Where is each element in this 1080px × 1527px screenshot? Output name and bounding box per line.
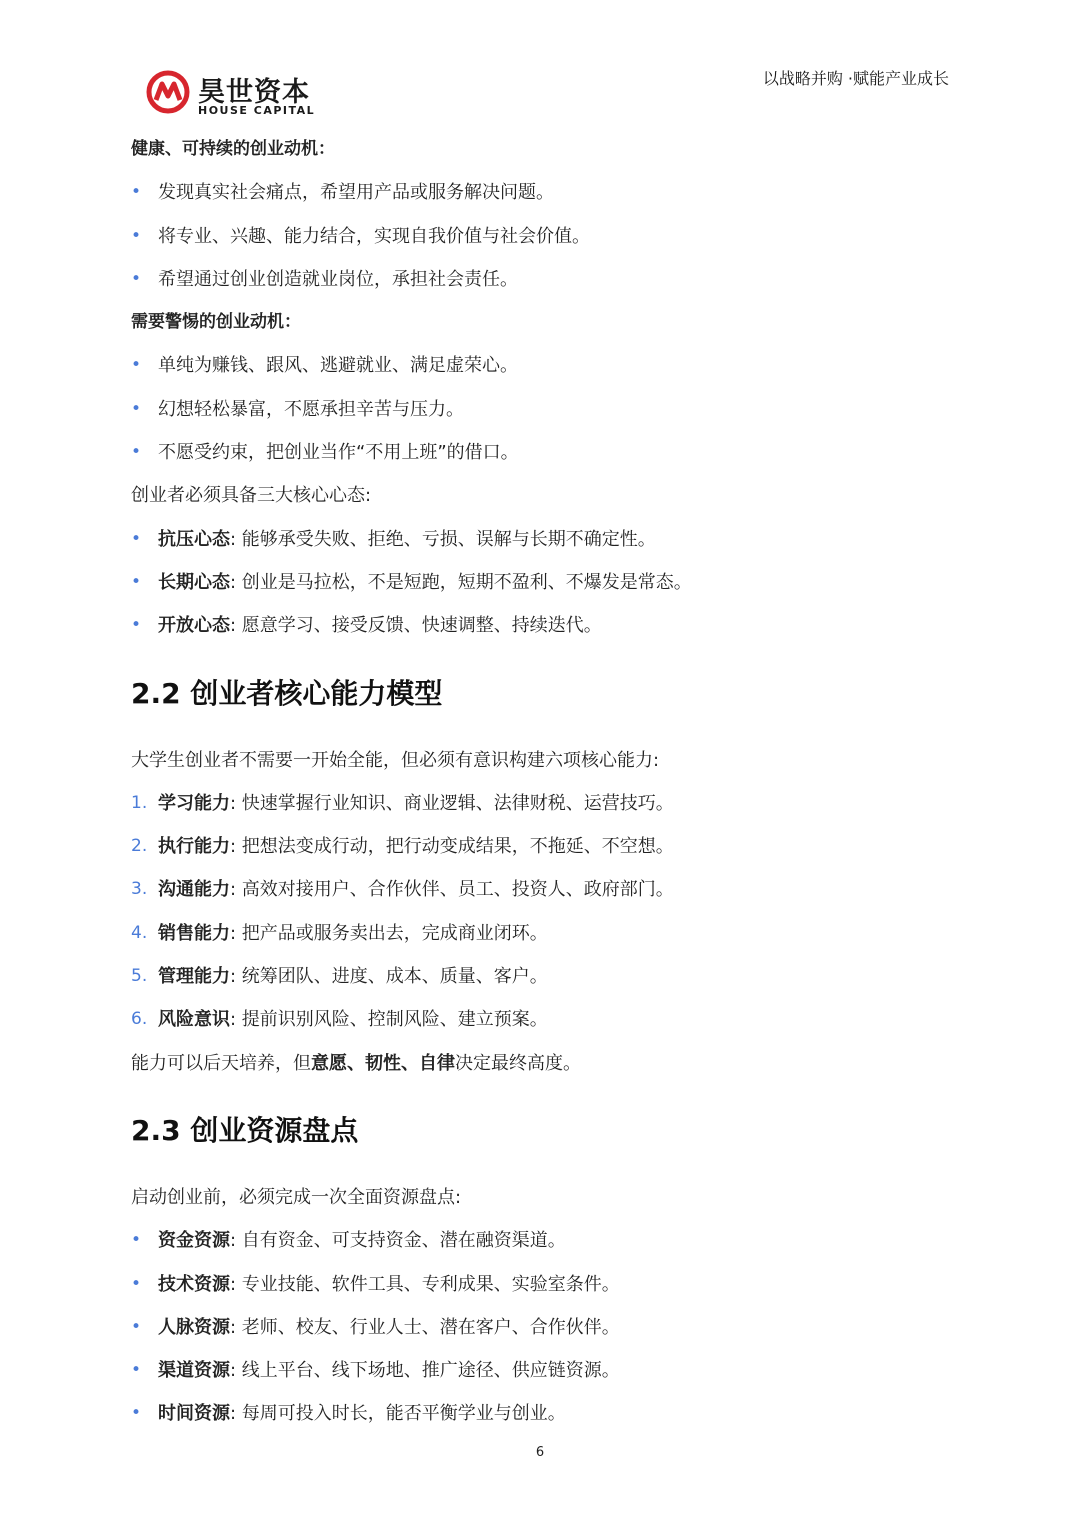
bullet-icon: •: [131, 398, 142, 419]
page-content: [131, 128, 961, 1436]
list-item: • 幻想轻松暴富，不愿承担辛苦与压力。: [131, 388, 961, 431]
logo-chinese-name: 昊世资本: [198, 77, 310, 108]
bullet-icon: •: [131, 268, 142, 289]
healthy-motivation-title: 健康、可持续的创业动机：: [131, 139, 335, 159]
logo-mark-icon: [146, 70, 190, 114]
list-item: • 渠道资源: 线上平台、线下场地、推广途径、供应链资源。: [131, 1349, 961, 1392]
list-item: 6. 风险意识: 提前识别风险、控制风险、建立预案。: [131, 1009, 548, 1031]
bullet-icon: •: [131, 1403, 142, 1424]
list-item: 4. 销售能力: 把产品或服务卖出去，完成商业闭环。: [131, 922, 548, 944]
section-heading: 2.2 创业者核心能力模型: [131, 676, 443, 710]
list-item: • 抗压心态: 能够承受失败、拒绝、亏损、误解与长期不确定性。: [131, 518, 961, 561]
list-item: • 人脉资源: 老师、校友、行业人士、潜在客户、合作伙伴。: [131, 1306, 961, 1349]
logo-english-name: HOUSE CAPITAL: [198, 104, 316, 117]
list-item: • 开放心态: 愿意学习、接受反馈、快速调整、持续迭代。: [131, 604, 961, 647]
section-2-3-heading-wrap: [131, 1085, 961, 1176]
header-slogan: 以战略并购 ·赋能产业成长: [762, 69, 949, 88]
caution-motivation-title: 需要警惕的创业动机：: [131, 312, 301, 333]
bullet-icon: •: [131, 442, 142, 463]
bullet-icon: •: [131, 355, 142, 376]
mindset-intro: 创业者必须具备三大核心心态:: [131, 485, 372, 507]
list-item: 5. 管理能力: 统筹团队、进度、成本、质量、客户。: [131, 966, 548, 988]
bullet-icon: •: [131, 1360, 142, 1381]
bullet-icon: •: [131, 571, 142, 592]
resources-intro: 启动创业前，必须完成一次全面资源盘点:: [131, 1186, 462, 1208]
section-heading: 2.3 创业资源盘点: [131, 1113, 359, 1147]
bullet-icon: •: [131, 528, 142, 549]
list-item: • 不愿受约束，把创业当作“不用上班”的借口。: [131, 431, 961, 474]
list-item: • 长期心态: 创业是马拉松，不是短跑，短期不盈利、不爆发是常态。: [131, 561, 961, 604]
list-item: • 技术资源: 专业技能、软件工具、专利成果、实验室条件。: [131, 1263, 961, 1306]
bullet-icon: •: [131, 1230, 142, 1251]
list-item: • 时间资源: 每周可投入时长，能否平衡学业与创业。: [131, 1392, 961, 1435]
bullet-icon: •: [131, 1316, 142, 1337]
abilities-intro: 大学生创业者不需要一开始全能，但必须有意识构建六项核心能力:: [131, 749, 660, 771]
bullet-icon: •: [131, 225, 142, 246]
list-item: • 发现真实社会痛点，希望用产品或服务解决问题。: [131, 171, 961, 214]
page-number: 6: [535, 1445, 545, 1460]
list-item: • 资金资源: 自有资金、可支持资金、潜在融资渠道。: [131, 1219, 961, 1262]
list-item: 2. 执行能力: 把想法变成行动，把行动变成结果，不拖延、不空想。: [131, 836, 674, 858]
list-item: 1. 学习能力: 快速掌握行业知识、商业逻辑、法律财税、运营技巧。: [131, 792, 674, 814]
bullet-icon: •: [131, 1273, 142, 1294]
bullet-icon: •: [131, 615, 142, 636]
abilities-closing: 能力可以后天培养，但意愿、韧性、自律决定最终高度。: [131, 1052, 581, 1074]
list-item: • 单纯为赚钱、跟风、逃避就业、满足虚荣心。: [131, 344, 961, 387]
list-item: • 将专业、兴趣、能力结合，实现自我价值与社会价值。: [131, 215, 961, 258]
list-item: 3. 沟通能力: 高效对接用户、合作伙伴、员工、投资人、政府部门。: [131, 879, 674, 901]
bullet-icon: •: [131, 182, 142, 203]
company-logo: [146, 70, 316, 120]
list-item: • 希望通过创业创造就业岗位，承担社会责任。: [131, 258, 961, 301]
section-2-2-heading-wrap: [131, 648, 961, 739]
